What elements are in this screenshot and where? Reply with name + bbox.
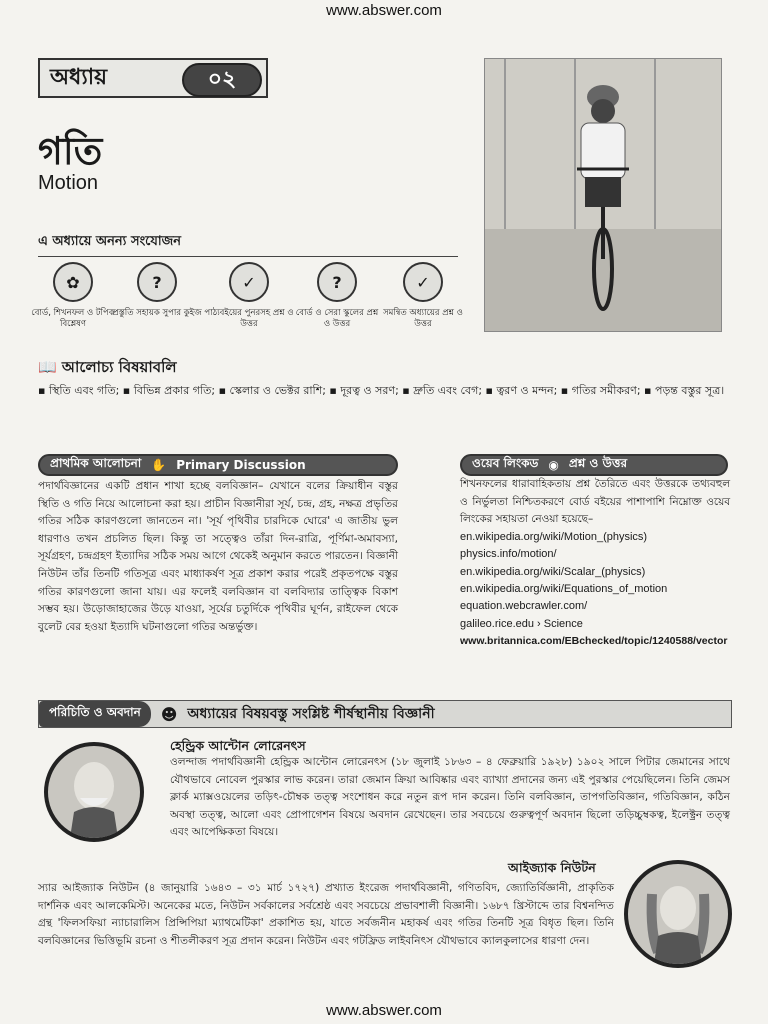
chapter-title-bn: গতি <box>38 129 103 173</box>
weblink[interactable]: physics.info/motion/ <box>460 548 557 561</box>
question-badge-icon: ? <box>137 262 177 302</box>
feature-item: ✓ পাঠ্যবইয়ের পুনরসহ প্রশ্ন ও উত্তর <box>204 262 294 330</box>
chapter-label: অধ্যায় <box>50 64 108 90</box>
newton-name: আইজ্যাক নিউটন <box>508 860 596 875</box>
primary-discussion-banner: প্রাথমিক আলোচনা ✋ Primary Discussion <box>38 454 398 476</box>
feature-item: ✓ সমন্বিত অধ্যায়ের প্রশ্ন ও উত্তর <box>378 262 468 330</box>
weblink[interactable]: en.wikipedia.org/wiki/Scalar_(physics) <box>460 565 646 578</box>
chapter-box <box>38 58 268 98</box>
lorentz-name: হেন্ড্রিক আন্টোন লোরেনৎস <box>170 738 306 753</box>
newton-portrait <box>624 860 732 968</box>
header-site-url: www.abswer.com <box>326 2 442 19</box>
chapter-title-en: Motion <box>38 172 99 194</box>
feature-item: ✿ বোর্ড, শিখনফল ও টপিক বিশ্লেষণ <box>28 262 118 330</box>
check-badge-icon: ✓ <box>229 262 269 302</box>
feature-item: ? বোর্ড ও সেরা স্কুলের প্রশ্ন ও উত্তর <box>292 262 382 330</box>
topics-heading: 📖 আলোচ্য বিষয়াবলি <box>38 358 177 376</box>
topics-list: ▪ স্থিতি এবং গতি; ▪ বিভিন্ন প্রকার গতি; ▪ স্কেলার ও ভেক্টর রাশি; ▪ দূরত্ব ও সরণ; ▪ দ্রুতি এবং বেগ; ▪ ত্বরণ ও মন্দন; ▪ গতির সমীকরণ; ▪ পড়ন্ত বস্তুর সূত্র। <box>38 384 725 397</box>
open-book-icon: 📖 <box>38 358 57 376</box>
weblinks-banner: ওয়েব লিংকড ◉ প্রশ্ন ও উত্তর <box>460 454 728 476</box>
primary-discussion-text: পদার্থবিজ্ঞানের একটি প্রধান শাখা হচ্ছে বলবিজ্ঞান– যেখানে বলের ক্রিয়াধীন বস্তুর স্থিতি ও গতি নিয়ে আলোচনা করা হয়। প্রাচীন বিজ্ঞানীরা সূর্য, চন্দ্র, গ্রহ, নক্ষত্র প্রভৃতির গতির সঠিক কারণগুলো জানতেন না। 'সূর্য পৃথিবীর চারদিকে ঘোরে' এ জাতীয় ভুল ধারণাও তখন প্রচলিত ছিল। কিন্তু তা সত্ত্বেও তাঁরা দিন-রাত্রি, পূর্ণিমা-অমাবস্যা, সূর্যগ্রহণ, চন্দ্রগ্রহণ ইত্যাদির সঠিক সময় আগে থেকেই অনুমান করতে পারতেন। বিজ্ঞানী নিউটন তাঁর তিনটি গতিসূত্র এবং মাধ্যাকর্ষণ সূত্র প্রকাশ করার পরেই প্রকৃতপক্ষে বস্তুর গতির কারণগুলো জানা যায়। এর ফলেই বলবিজ্ঞান বা বলবিদ্যার তাত্ত্বিক বিকাশ সম্ভব হয়। উড়োজাহাজের উড়ে যাওয়া, সূর্যের চতুর্দিকে পৃথিবীর ঘূর্ণন, রাইফেল থেকে বুলেট বের হওয়া ইত্যাদি ঘটনাগুলো গতির অন্তর্ভুক্ত। <box>38 480 398 633</box>
scientists-banner: পরিচিতি ও অবদান ☻ অধ্যায়ের বিষয়বস্তু সংশ্লিষ্ট শীর্ষস্থানীয় বিজ্ঞানী <box>38 700 732 728</box>
chapter-number: ০২ <box>182 63 262 97</box>
cyclist-photo <box>484 58 722 332</box>
weblinks-list <box>460 476 730 651</box>
newton-bio: স্যার আইজ্যাক নিউটন (৪ জানুয়ারি ১৬৪৩ – ৩১ মার্চ ১৭২৭) প্রখ্যাত ইংরেজ পদার্থবিজ্ঞানী, গণিতবিদ, জ্যোতির্বিজ্ঞানী, প্রাকৃতিক দার্শনিক এবং আলকেমিস্ট। অনেকের মতে, নিউটন সর্বকালের সর্বশ্রেষ্ঠ এবং সবচেয়ে প্রভাবশালী বিজ্ঞানী। ১৬৮৭ খ্রিস্টাব্দে তার বিশ্বনন্দিত গ্রন্থ 'ফিলসফিয়া ন্যাচারালিস প্রিন্সিপিয়া ম্যাথমেটিকা' প্রকাশিত হয়, যাতে সর্বজনীন মহাকর্ষ এবং গতির তিনটি সূত্র বিধৃত ছিল। তিনি বলবিজ্ঞানের ভিত্তিভূমি রচনা ও শীতলীকরণ সূত্র প্রদান করেন। নিউটন এবং গটফ্রিড লাইবনিৎস যৌথভাবে ক্যালকুলাসের ধারণা দেন। <box>38 882 614 947</box>
feature-item: ? প্রস্তুতি সহায়ক সুপার কুইজ <box>112 262 202 319</box>
weblink[interactable]: en.wikipedia.org/wiki/Equations_of_motion <box>460 583 668 595</box>
globe-user-icon: ◉ <box>548 458 559 472</box>
weblink[interactable]: galileo.rice.edu › Science <box>460 617 583 630</box>
check-badge-icon: ✓ <box>403 262 443 302</box>
features-heading: এ অধ্যায়ে অনন্য সংযোজন <box>38 232 458 257</box>
scientist-silhouette-icon: ☻ <box>160 704 178 724</box>
weblink[interactable]: www.britannica.com/EBchecked/topic/1240588/vector <box>460 635 728 648</box>
weblink[interactable]: equation.webcrawler.com/ <box>460 600 588 613</box>
cyclist-illustration <box>485 59 721 331</box>
handshake-icon: ✋ <box>151 458 167 472</box>
footer-site-url: www.abswer.com <box>326 1002 442 1019</box>
question-badge-icon: ? <box>317 262 357 302</box>
lorentz-bio: ওলন্দাজ পদার্থবিজ্ঞানী হেন্ড্রিক আন্টোন লোরেনৎস (১৮ জুলাই ১৮৬৩ – ৪ ফেব্রুয়ারি ১৯২৮) ১৯০২ সালে পিটার জেমানের সাথে যৌথভাবে নোবেল পুরস্কার লাভ করেন। তারা জেমান ক্রিয়া আবিষ্কার এবং ব্যাখ্যা প্রদানের জন্য এই পুরস্কার পেয়েছিলেন। তিনি জেমস ক্লার্ক ম্যাক্সওয়েলের তড়িৎ-চৌম্বক তত্ত্ব সংশোধন করে নতুন রূপ দান করেন। তিনি বলবিজ্ঞান, তাপগতিবিজ্ঞান, গতিবিজ্ঞান, কঠিন অবস্থা তত্ত্ব, আলো এবং প্রোপাগেশন বিষয়ে অবদান রেখেছেন। তার সবচেয়ে গুরুত্বপূর্ণ অবদান ছিলো তড়িচ্চুম্বকত্ব, ইলেক্ট্রন তত্ত্ব এবং আপেক্ষিকতা বিষয়ে। <box>170 756 730 839</box>
weblink[interactable]: en.wikipedia.org/wiki/Motion_(physics) <box>460 530 648 543</box>
lorentz-portrait <box>44 742 144 842</box>
weblinks-intro: শিখনফলের ধারাবাহিকতায় প্রশ্ন তৈরিতে এবং উত্তরকে তথ্যবহুল ও নির্ভুলতা নিশ্চিতকরণে বোর্ড বইয়ের পাশাপাশি নিম্নোক্ত ওয়েব লিংকের সহায়তা নেওয়া হয়েছে– <box>460 478 730 526</box>
leaf-badge-icon: ✿ <box>53 262 93 302</box>
